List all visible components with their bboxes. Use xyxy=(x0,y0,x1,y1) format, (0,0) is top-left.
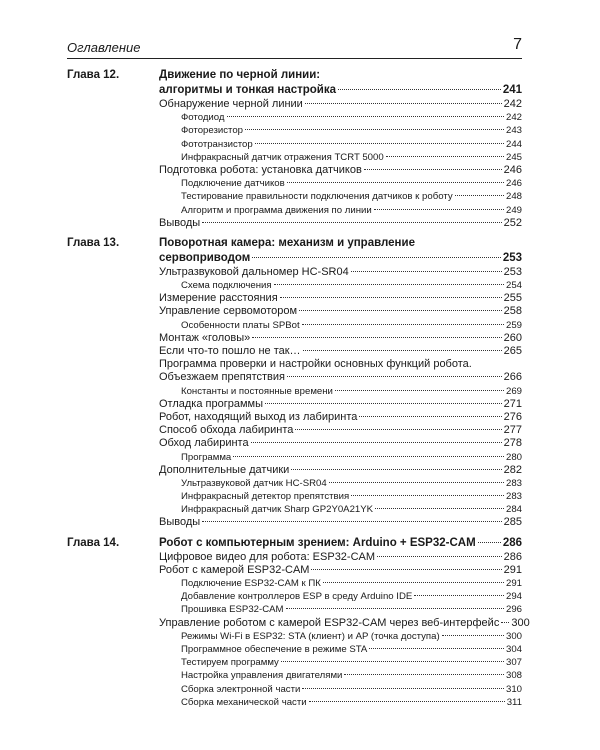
page-ref: 242 xyxy=(503,98,522,110)
entry-title: Программное обеспечение в режиме STA xyxy=(181,643,368,655)
page-ref: 253 xyxy=(502,251,522,264)
entry-title: Тестируем программу xyxy=(181,657,279,669)
toc-entry[interactable] xyxy=(67,630,522,643)
toc-entry[interactable] xyxy=(67,345,522,358)
leader-dots xyxy=(302,324,504,325)
entry-title: Измерение расстояния xyxy=(159,292,278,305)
toc-entry[interactable] xyxy=(67,516,522,529)
leader-dots xyxy=(414,595,504,596)
toc-entry[interactable] xyxy=(67,477,522,490)
leader-dots xyxy=(323,582,504,583)
chapter-title-cont: алгоритмы и тонкая настройка xyxy=(159,84,337,96)
page-ref: 285 xyxy=(503,516,522,529)
page-ref: 254 xyxy=(505,280,522,292)
leader-dots xyxy=(227,116,504,117)
leader-dots xyxy=(287,182,504,183)
toc-entry[interactable] xyxy=(67,190,522,203)
chapter-label: Глава 13. xyxy=(67,236,120,249)
page-ref: 259 xyxy=(505,319,522,331)
leader-dots xyxy=(377,556,502,557)
toc-entry[interactable] xyxy=(67,590,522,603)
page-ref: 253 xyxy=(503,265,522,278)
entry-title: Робот с камерой ESP32-CAM xyxy=(159,563,310,576)
leader-dots xyxy=(478,542,501,543)
entry-title: Подготовка робота: установка датчиков xyxy=(159,163,362,176)
leader-dots xyxy=(233,456,504,457)
entry-title: Обнаружение черной линии xyxy=(159,98,303,110)
page-ref: 265 xyxy=(503,345,522,357)
toc-entry[interactable] xyxy=(67,398,522,411)
entry-title: Подключение ESP32-CAM к ПК xyxy=(181,578,321,589)
entry-title: Добавление контроллеров ESP в среду Arduino IDE xyxy=(181,591,413,603)
leader-dots xyxy=(329,482,504,483)
leader-dots xyxy=(311,569,501,570)
leader-dots xyxy=(274,284,504,285)
page-ref: 276 xyxy=(503,410,522,423)
leader-dots xyxy=(202,222,501,223)
leader-dots xyxy=(291,469,501,470)
leader-dots xyxy=(455,195,504,196)
entry-title: Сборка электронной части xyxy=(181,683,301,695)
page-ref: 283 xyxy=(505,477,522,489)
chapter-13-heading[interactable] xyxy=(67,236,522,251)
toc-entry[interactable] xyxy=(67,164,522,177)
toc-entry[interactable] xyxy=(67,616,530,630)
toc-entry[interactable] xyxy=(67,371,522,384)
toc-entry[interactable] xyxy=(67,411,522,424)
entry-title: Дополнительные датчики xyxy=(159,463,290,476)
page-ref: 277 xyxy=(503,424,522,437)
page-ref: 252 xyxy=(503,216,522,229)
toc-entry[interactable] xyxy=(67,332,522,345)
leader-dots xyxy=(202,521,501,522)
leader-dots xyxy=(286,608,504,609)
toc-entry[interactable] xyxy=(67,577,522,590)
toc-entry[interactable] xyxy=(67,279,522,292)
leader-dots xyxy=(265,403,502,404)
page-ref: 269 xyxy=(505,385,522,397)
leader-dots xyxy=(369,648,504,649)
entry-title: Схема подключения xyxy=(181,280,272,292)
toc-entry[interactable] xyxy=(67,151,522,164)
leader-dots xyxy=(305,103,502,104)
toc-entry[interactable] xyxy=(67,124,522,137)
entry-title: Фототранзистор xyxy=(181,138,253,150)
entry-title: Тестирование правильности подключения датчиков к роботу xyxy=(181,191,453,203)
leader-dots xyxy=(252,337,501,338)
toc-entry[interactable] xyxy=(67,683,522,696)
page-ref: 286 xyxy=(503,550,522,563)
page-ref: 291 xyxy=(503,563,522,576)
page-ref: 282 xyxy=(503,463,522,476)
leader-dots xyxy=(338,89,501,90)
toc-entry[interactable] xyxy=(67,319,522,332)
toc-entry[interactable] xyxy=(67,292,522,305)
entry-title: Фоторезистор xyxy=(181,125,244,137)
page-ref: 310 xyxy=(505,683,522,695)
leader-dots xyxy=(335,390,504,391)
entry-title: Алгоритм и программа движения по линии xyxy=(181,204,372,216)
page-ref: 248 xyxy=(505,191,522,203)
page-ref: 304 xyxy=(505,643,522,655)
page-ref: 241 xyxy=(502,84,522,96)
leader-dots xyxy=(295,429,501,430)
entry-title: Фотодиод xyxy=(181,112,225,124)
entry-title: Прошивка ESP32-CAM xyxy=(181,604,284,616)
page-ref: 294 xyxy=(505,591,522,603)
chapter-12-entries xyxy=(67,98,522,230)
page-ref: 284 xyxy=(505,504,522,516)
leader-dots xyxy=(281,661,504,662)
entry-title: Управление роботом с камерой ESP32-CAM через веб-интерфейс xyxy=(159,616,500,629)
entry-title: Сборка механической части xyxy=(181,696,307,708)
entry-title: Особенности платы SPBot xyxy=(181,319,300,331)
toc-entry[interactable] xyxy=(67,503,522,516)
toc-entry[interactable] xyxy=(67,138,522,151)
page-header xyxy=(67,38,522,59)
toc-entry[interactable] xyxy=(67,696,522,709)
toc-entry[interactable] xyxy=(67,424,522,437)
toc-entry[interactable] xyxy=(67,451,522,464)
leader-dots xyxy=(299,310,502,311)
toc-entry[interactable] xyxy=(67,204,522,217)
toc-entry[interactable] xyxy=(67,464,522,477)
chapter-14-entries xyxy=(67,550,530,709)
leader-dots xyxy=(386,156,504,157)
leader-dots xyxy=(309,701,505,702)
toc-entry[interactable] xyxy=(67,551,522,564)
entry-title: Инфракрасный датчик отражения TCRT 5000 xyxy=(181,151,384,163)
leader-dots xyxy=(351,271,502,272)
page-ref: 244 xyxy=(505,138,522,150)
page-ref: 243 xyxy=(505,125,522,137)
leader-dots xyxy=(287,376,502,377)
page-number: 7 xyxy=(513,36,522,53)
page-ref: 242 xyxy=(505,112,522,124)
page-ref: 296 xyxy=(505,604,522,616)
page-ref: 266 xyxy=(503,371,522,384)
leader-dots xyxy=(375,508,504,509)
page-ref: 278 xyxy=(503,437,522,450)
page-ref: 246 xyxy=(503,163,522,176)
leader-dots xyxy=(501,622,509,623)
page-ref: 260 xyxy=(503,331,522,344)
entry-title: Выводы xyxy=(159,216,201,229)
entry-title: Отладка программы xyxy=(159,397,264,410)
leader-dots xyxy=(364,169,502,170)
chapter-12-heading-line2[interactable] xyxy=(67,83,522,98)
toc-entry[interactable] xyxy=(67,643,522,656)
entry-title: Объезжаем препятствия xyxy=(159,371,286,384)
leader-dots xyxy=(245,129,504,130)
page-ref: 291 xyxy=(505,578,522,589)
leader-dots xyxy=(303,350,502,351)
entry-title: Цифровое видео для робота: ESP32-CAM xyxy=(159,550,376,563)
entry-title: Подключение датчиков xyxy=(181,178,285,190)
page-ref: 286 xyxy=(502,536,522,549)
entry-title: Обход лабиринта xyxy=(159,437,249,450)
table-of-contents xyxy=(67,68,530,709)
page-ref: 245 xyxy=(505,151,522,163)
chapter-13-entries xyxy=(67,266,522,530)
page-ref: 300 xyxy=(511,616,530,629)
toc-entry[interactable] xyxy=(67,98,522,111)
toc-entry[interactable] xyxy=(67,603,522,616)
toc-entry[interactable] xyxy=(67,111,522,124)
leader-dots xyxy=(251,442,502,443)
toc-entry[interactable] xyxy=(67,217,522,230)
toc-entry[interactable] xyxy=(67,266,522,279)
page-ref: 283 xyxy=(505,491,522,503)
toc-entry[interactable] xyxy=(67,656,522,669)
chapter-title: Поворотная камера: механизм и управление xyxy=(159,236,415,249)
entry-title: Управление сервомотором xyxy=(159,305,298,318)
chapter-label: Глава 14. xyxy=(67,536,120,549)
toc-entry[interactable] xyxy=(67,177,522,190)
leader-dots xyxy=(302,688,504,689)
leader-dots xyxy=(351,495,504,496)
leader-dots xyxy=(374,209,504,210)
chapter-14-heading[interactable] xyxy=(67,536,522,551)
leader-dots xyxy=(280,297,502,298)
toc-entry[interactable] xyxy=(67,305,522,318)
page-ref: 311 xyxy=(506,696,522,708)
chapter-title: Движение по черной линии: xyxy=(159,69,321,81)
entry-title: Ультразвуковой датчик HC-SR04 xyxy=(181,477,327,489)
leader-dots xyxy=(252,257,501,258)
entry-title: Программа проверки и настройки основных функций робота. xyxy=(159,358,472,371)
leader-dots xyxy=(359,416,501,417)
entry-title: Способ обхода лабиринта xyxy=(159,424,294,437)
entry-title: Инфракрасный детектор препятствия xyxy=(181,491,350,503)
entry-title: Монтаж «головы» xyxy=(159,331,251,344)
page-ref: 258 xyxy=(503,305,522,318)
toc-entry[interactable] xyxy=(67,564,522,577)
page-ref: 300 xyxy=(505,630,522,642)
chapter-title: Робот с компьютерным зрением: Arduino + ESP32-CAM xyxy=(159,536,476,549)
entry-title: Инфракрасный датчик Sharp GP2Y0A21YK xyxy=(181,504,374,516)
chapter-label: Глава 12. xyxy=(67,69,120,81)
entry-title: Если что-то пошло не так… xyxy=(159,345,301,357)
toc-entry[interactable] xyxy=(67,437,522,450)
leader-dots xyxy=(255,143,504,144)
entry-title: Настройка управления двигателями xyxy=(181,670,343,682)
entry-title: Робот, находящий выход из лабиринта xyxy=(159,410,358,423)
chapter-13-heading-line2[interactable] xyxy=(67,251,522,266)
entry-title: Программа xyxy=(181,451,232,463)
page-ref: 255 xyxy=(503,292,522,305)
toc-entry[interactable] xyxy=(67,669,522,682)
chapter-12-heading[interactable] xyxy=(67,68,522,83)
toc-entry[interactable] xyxy=(67,490,522,503)
page-ref: 249 xyxy=(505,204,522,216)
entry-title: Константы и постоянные времени xyxy=(181,385,333,397)
page-ref: 271 xyxy=(503,397,522,410)
entry-title: Ультразвуковой дальномер HC-SR04 xyxy=(159,265,349,278)
chapter-title-cont: сервоприводом xyxy=(159,251,251,264)
entry-title: Режимы Wi-Fi в ESP32: STA (клиент) и AP (точка доступа) xyxy=(181,630,440,642)
leader-dots xyxy=(442,635,504,636)
entry-title: Выводы xyxy=(159,516,201,529)
page-ref: 280 xyxy=(505,451,522,463)
page-ref: 307 xyxy=(505,657,522,669)
running-title: Оглавление xyxy=(67,40,141,55)
toc-entry[interactable] xyxy=(67,358,522,371)
page-ref: 308 xyxy=(505,670,522,682)
leader-dots xyxy=(344,674,504,675)
toc-entry[interactable] xyxy=(67,385,522,398)
page-ref: 246 xyxy=(505,178,522,190)
